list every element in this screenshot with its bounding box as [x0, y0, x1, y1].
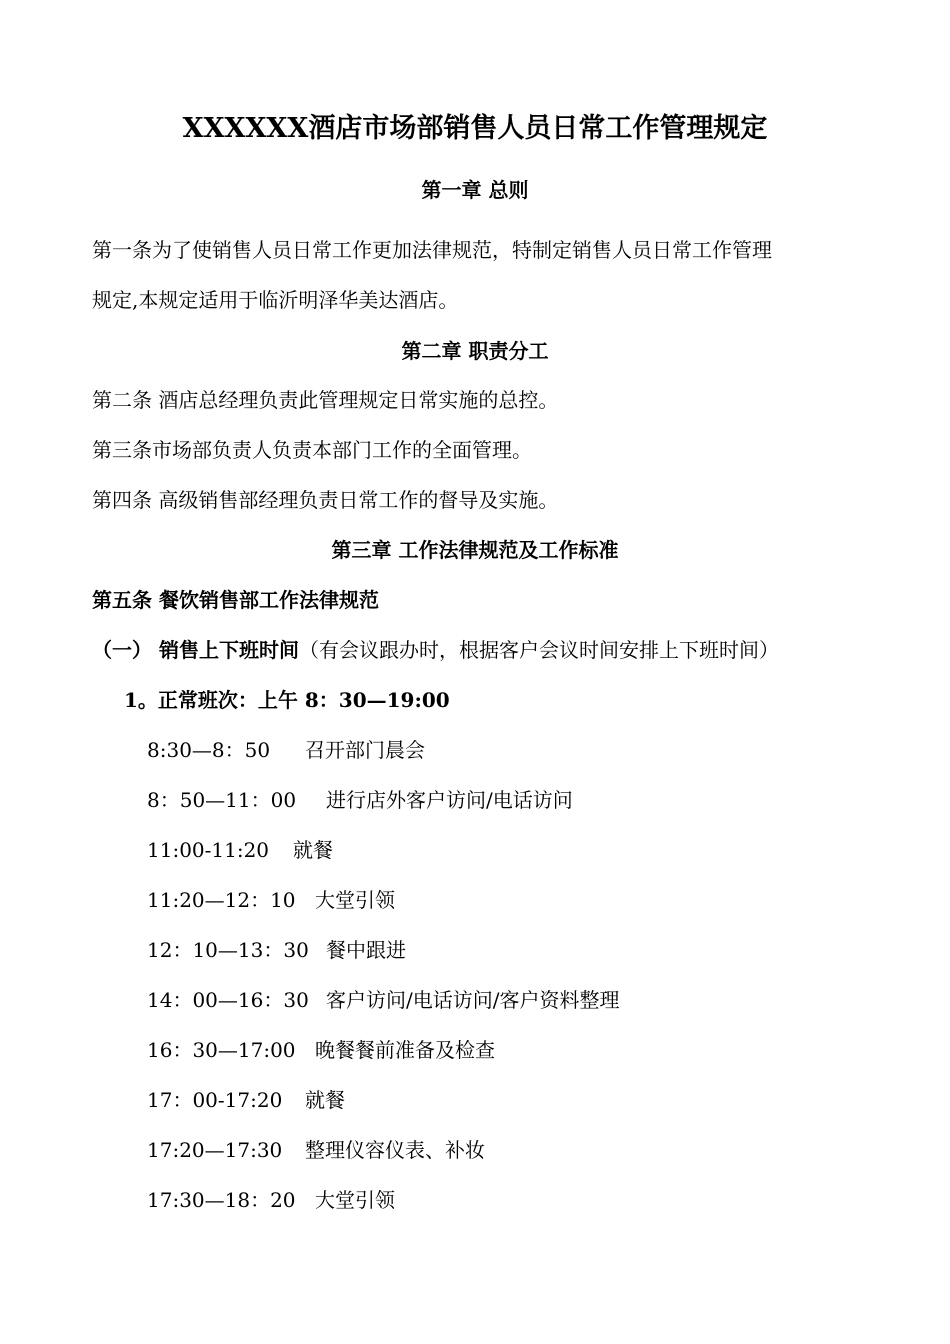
schedule-row: [147, 886, 395, 914]
article-4: 第四条 高级销售部经理负责日常工作的督导及实施。: [92, 488, 559, 512]
shift-label: 1。正常班次：上午 8：30—19:00: [124, 688, 450, 712]
schedule-row: [147, 1136, 485, 1164]
article-2: 第二条 酒店总经理负责此管理规定日常实施的总控。: [92, 388, 559, 412]
schedule-row: [147, 1036, 495, 1064]
document-title: XXXXXX酒店市场部销售人员日常工作管理规定: [182, 113, 768, 144]
schedule-activity: 餐中跟进: [326, 938, 406, 962]
schedule-row: [147, 786, 573, 814]
schedule-row: [147, 986, 620, 1014]
schedule-activity: 晚餐餐前准备及检查: [315, 1038, 495, 1062]
schedule-row: [147, 936, 406, 964]
schedule-time: 8:30—8：50: [147, 738, 271, 762]
schedule-time: 12：10—13：30: [147, 938, 309, 962]
schedule-row: [147, 1186, 395, 1214]
schedule-activity: 就餐: [293, 838, 333, 862]
article-1-line-2: 规定,本规定适用于临沂明泽华美达酒店。: [92, 288, 459, 312]
schedule-time: 14：00—16：30: [147, 988, 309, 1012]
schedule-row: [147, 836, 333, 864]
schedule-time: 17:20—17:30: [147, 1138, 283, 1162]
schedule-activity: 大堂引领: [315, 1188, 395, 1212]
schedule-activity: 就餐: [305, 1088, 345, 1112]
schedule-time: 8：50—11：00: [147, 788, 297, 812]
schedule-time: 16：30—17:00: [147, 1038, 296, 1062]
schedule-row: [147, 736, 425, 764]
article-3: 第三条市场部负责人负责本部门工作的全面管理。: [92, 438, 532, 462]
schedule-activity: 召开部门晨会: [305, 738, 425, 762]
section-1: [92, 636, 779, 664]
schedule-time: 11:20—12：10: [147, 888, 296, 912]
schedule-time: 17:30—18：20: [147, 1188, 296, 1212]
section-1-label: （一） 销售上下班时间: [92, 638, 299, 662]
schedule-activity: 大堂引领: [315, 888, 395, 912]
schedule-activity: 进行店外客户访问/电话访问: [326, 788, 573, 812]
schedule-row: [147, 1086, 345, 1114]
chapter-3-heading: 第三章 工作法律规范及工作标准: [331, 538, 619, 562]
article-1-line-1: 第一条为了使销售人员日常工作更加法律规范，特制定销售人员日常工作管理: [92, 238, 772, 262]
schedule-time: 17：00-17:20: [147, 1088, 283, 1112]
section-1-note: （有会议跟办时，根据客户会议时间安排上下班时间）: [298, 638, 779, 662]
schedule-time: 11:00-11:20: [147, 838, 270, 862]
chapter-1-heading: 第一章 总则: [421, 178, 529, 202]
schedule-activity: 客户访问/电话访问/客户资料整理: [326, 988, 620, 1012]
schedule-activity: 整理仪容仪表、补妆: [305, 1138, 485, 1162]
article-5-heading: 第五条 餐饮销售部工作法律规范: [92, 588, 379, 612]
chapter-2-heading: 第二章 职责分工: [401, 339, 549, 363]
